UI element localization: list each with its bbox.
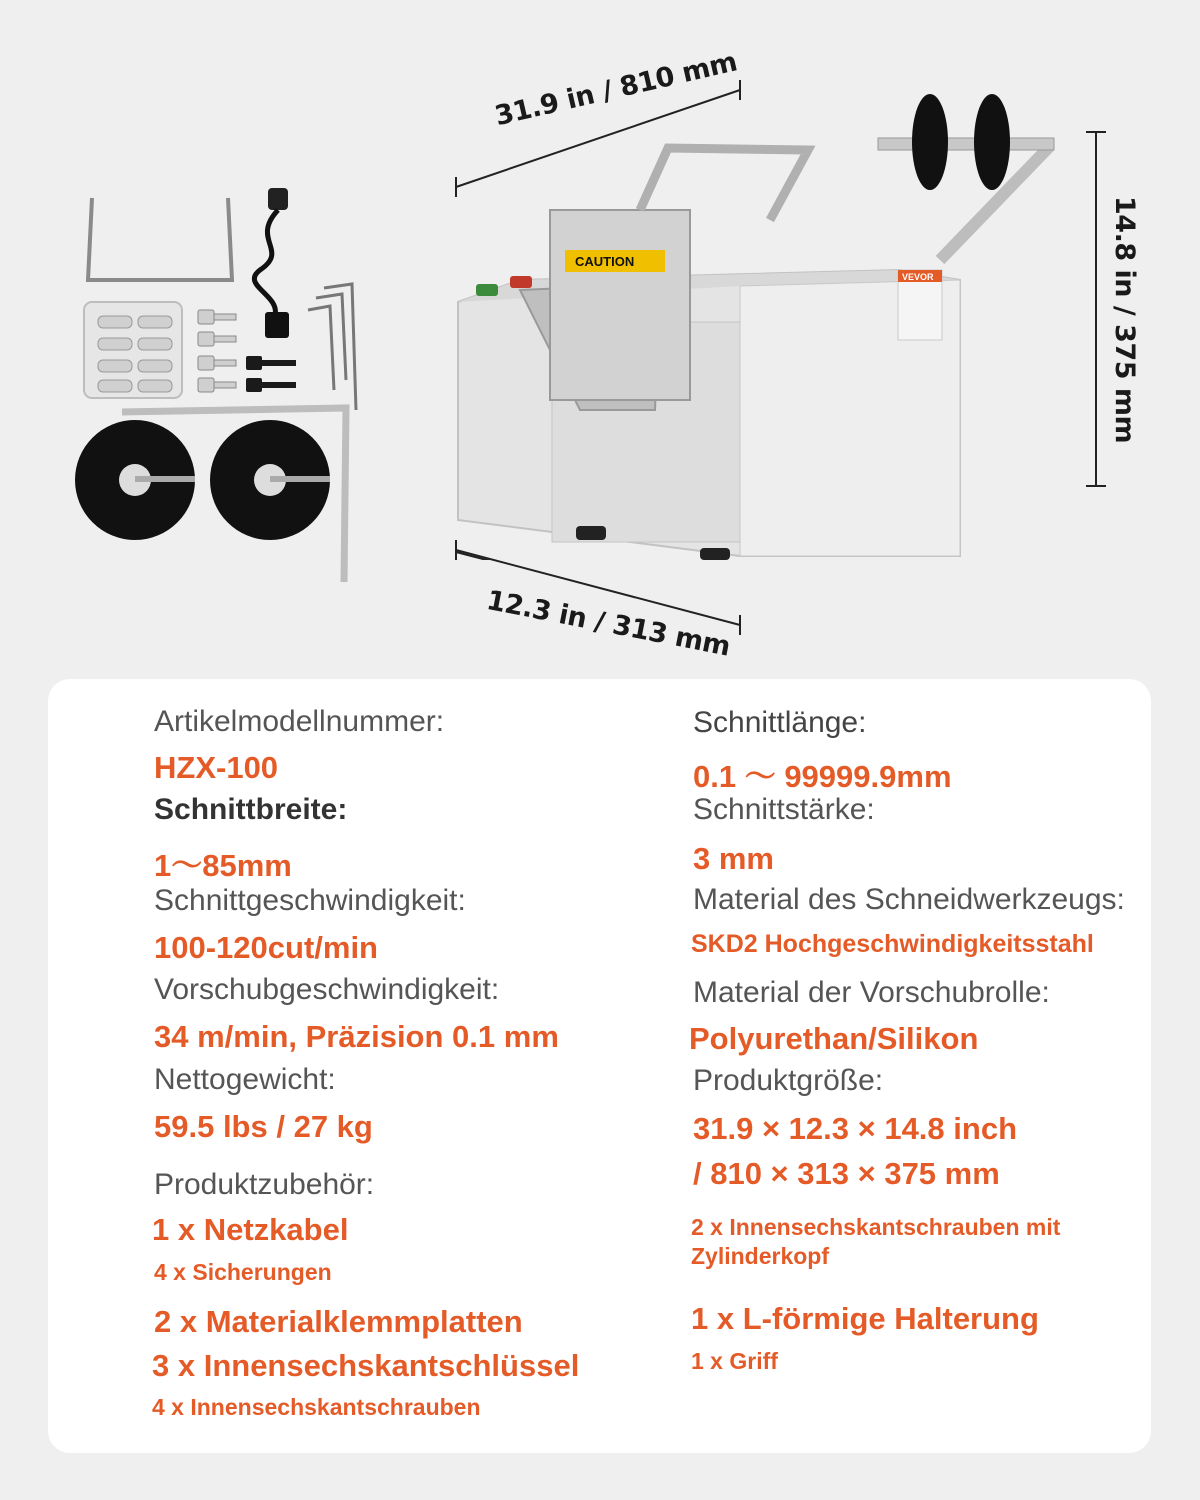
product-image-area [0,0,1200,670]
roller-material-value: Polyurethan/Silikon [689,1021,979,1056]
cut-speed-label: Schnittgeschwindigkeit: [154,884,466,917]
accessory-power-cable: 1 x Netzkabel [152,1212,349,1247]
net-weight-value: 59.5 lbs / 27 kg [154,1109,373,1144]
roller-material-label: Material der Vorschubrolle: [693,976,1050,1009]
accessory-clamp-plates: 2 x Materialklemmplatten [154,1304,523,1339]
brand-label: VEVOR [902,272,934,282]
net-weight-label: Nettogewicht: [154,1063,336,1096]
caution-label: CAUTION [575,254,635,269]
cut-width-value: 1～85mm [154,848,292,883]
accessory-hex-screws: 4 x Innensechskantschrauben [152,1394,481,1420]
blade-material-label: Material des Schneidwerkzeugs: [693,883,1125,916]
model-number-label: Artikelmodellnummer: [154,705,445,738]
cut-length-label: Schnittlänge: [693,706,867,739]
accessory-cylinder-screws-line1: 2 x Innensechskantschrauben mit [691,1214,1061,1240]
dimension-width-label: 12.3 in / 313 mm [484,585,733,663]
product-size-mm: / 810 × 313 × 375 mm [693,1156,1000,1191]
cut-thickness-value: 3 mm [693,841,774,876]
dimension-length-label: 31.9 in / 810 mm [492,46,740,133]
feed-speed-value: 34 m/min, Präzision 0.1 mm [154,1019,559,1054]
blade-material-value: SKD2 Hochgeschwindigkeitsstahl [691,930,1094,958]
specifications-card [48,679,1151,1453]
cut-length-value: 0.1 ～ 99999.9mm [693,759,952,794]
accessory-handle: 1 x Griff [691,1348,778,1374]
accessory-fuses: 4 x Sicherungen [154,1259,332,1285]
accessories-label: Produktzubehör: [154,1168,375,1201]
accessory-l-bracket: 1 x L-förmige Halterung [691,1301,1039,1336]
cut-width-label: Schnittbreite: [154,793,348,826]
cut-thickness-label: Schnittstärke: [693,793,875,826]
model-number-value: HZX-100 [154,750,279,785]
product-size-label: Produktgröße: [693,1064,884,1097]
dimension-height-label: 14.8 in / 375 mm [1109,196,1140,444]
product-size-inch: 31.9 × 12.3 × 14.8 inch [693,1111,1018,1146]
cut-speed-value: 100-120cut/min [154,930,378,965]
accessory-cylinder-screws-line2: Zylinderkopf [691,1243,830,1269]
feed-speed-label: Vorschubgeschwindigkeit: [154,973,500,1006]
accessory-hex-keys: 3 x Innensechskantschlüssel [152,1348,580,1383]
